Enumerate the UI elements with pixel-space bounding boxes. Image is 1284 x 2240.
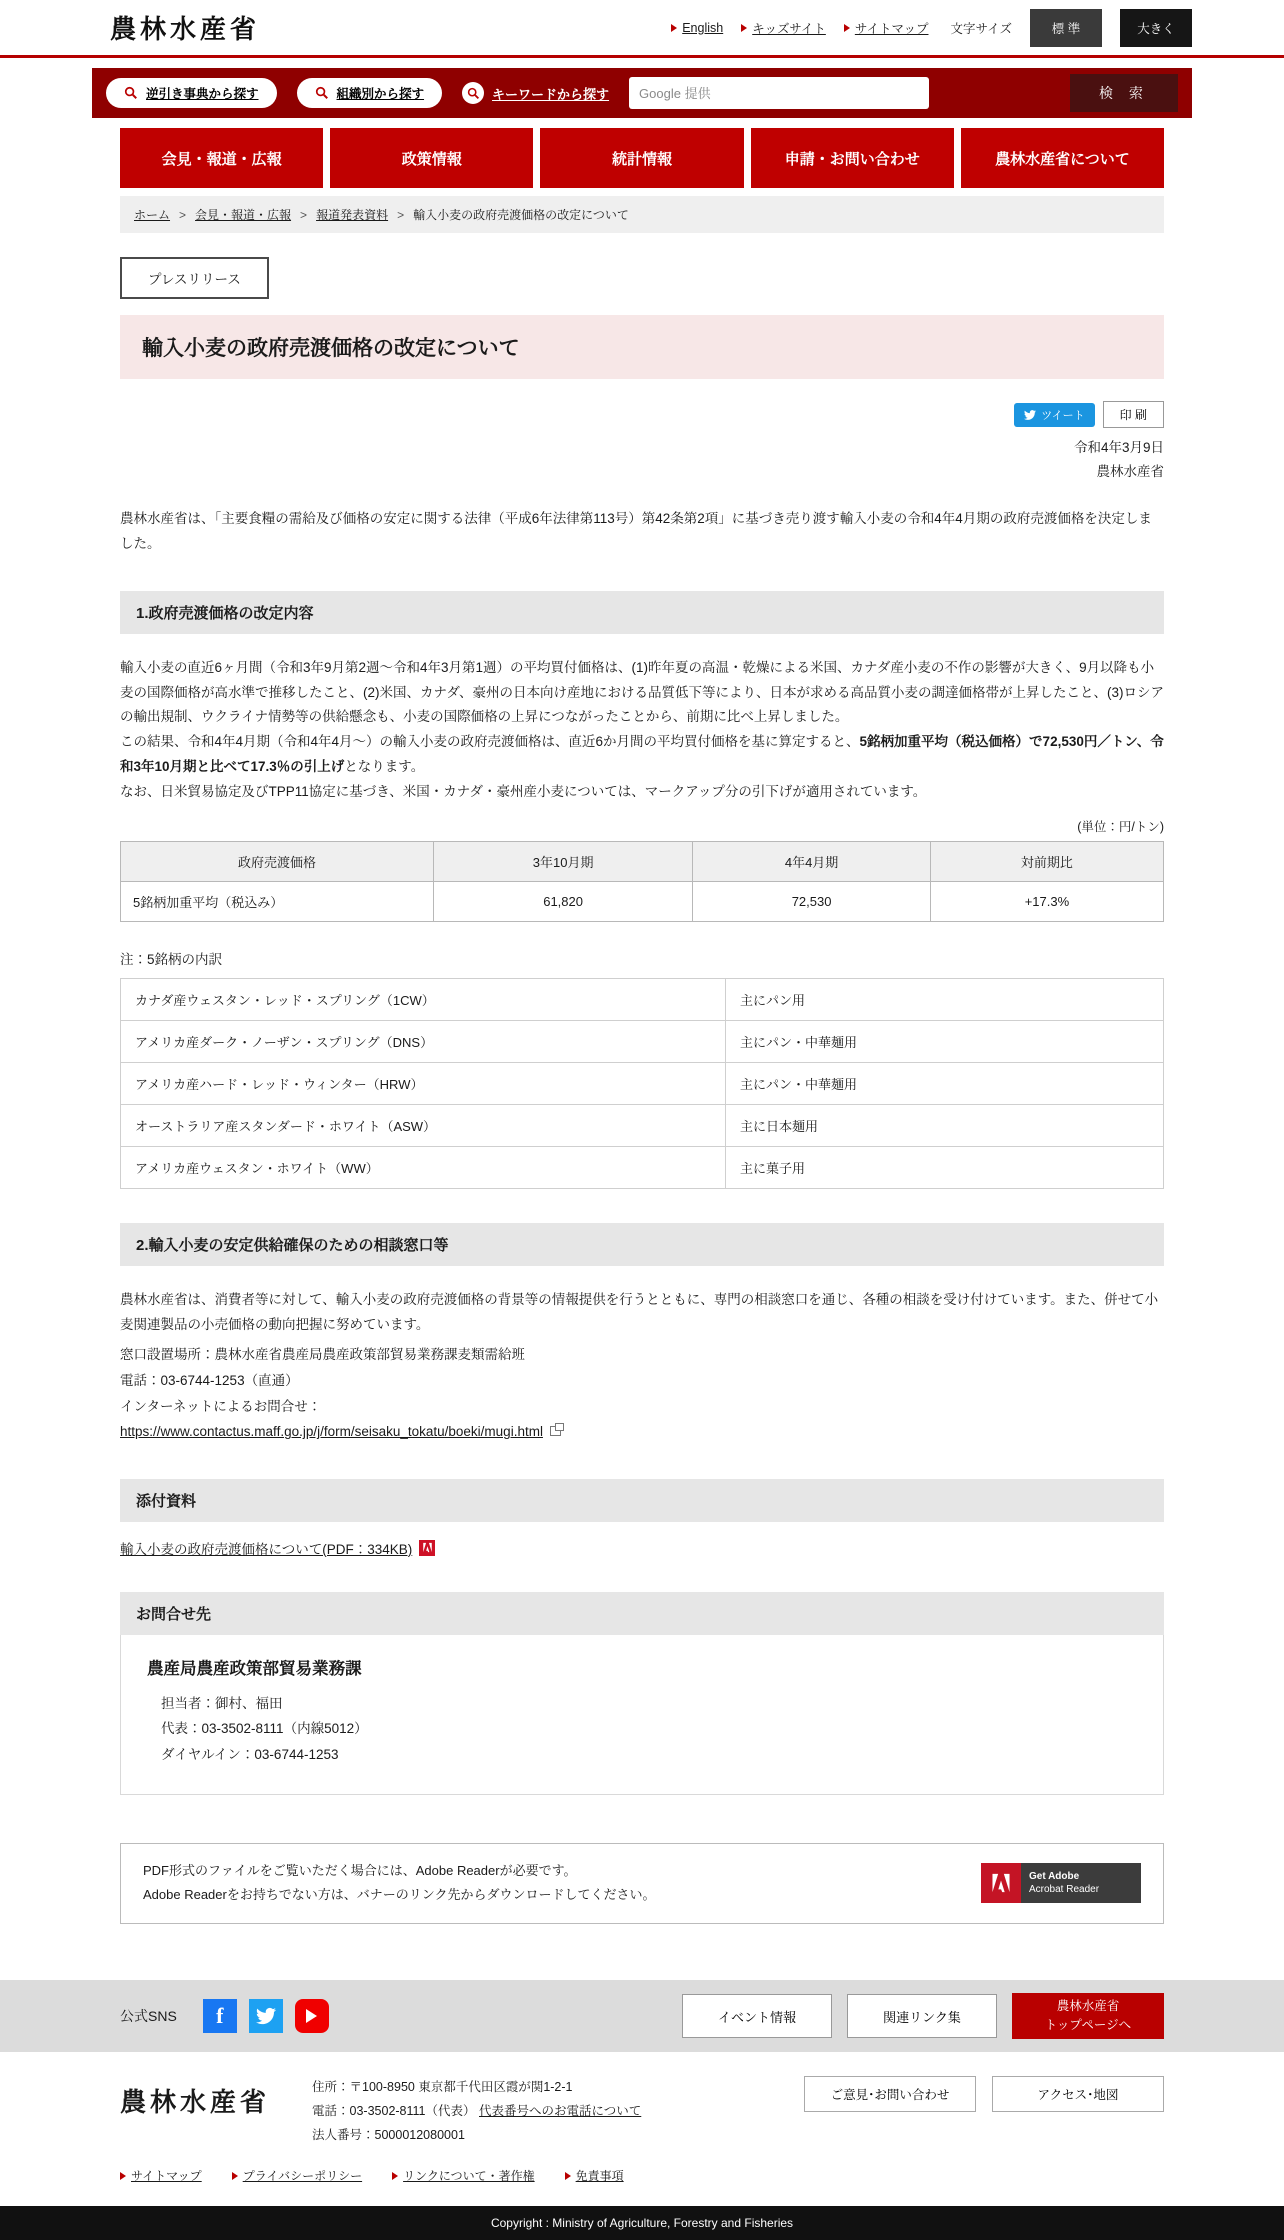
section1-paragraph bbox=[120, 656, 1164, 806]
print-button[interactable]: 印 刷 bbox=[1103, 401, 1164, 428]
access-map-button[interactable]: アクセス･地図 bbox=[992, 2076, 1164, 2112]
share-row bbox=[120, 401, 1164, 428]
site-header bbox=[0, 0, 1284, 58]
footer-address: 住所：〒100-8950 東京都千代田区霞が関1-2-1 bbox=[312, 2080, 573, 2095]
footer-tel-line bbox=[312, 2100, 641, 2124]
breadcrumb bbox=[120, 196, 1164, 233]
brand-use: 主に日本麺用 bbox=[725, 1105, 1163, 1147]
keyword-search-input[interactable] bbox=[629, 77, 929, 109]
press-release-label: プレスリリース bbox=[120, 257, 269, 299]
section2-contact-lines bbox=[120, 1342, 1164, 1445]
brand-name: アメリカ産ウェスタン・ホワイト（WW） bbox=[121, 1147, 726, 1189]
date-block bbox=[120, 436, 1164, 485]
pdf-notice-box bbox=[120, 1843, 1164, 1924]
adobe-badge-line2: Acrobat Reader bbox=[1029, 1884, 1100, 1896]
header-link-sitemap[interactable] bbox=[844, 19, 929, 37]
inquiry-url-link[interactable]: https://www.contactus.maff.go.jp/j/form/seisaku_tokatu/boeki/mugi.html bbox=[120, 1424, 543, 1440]
unit-note: (単位：円/トン) bbox=[1077, 820, 1164, 835]
nav-applications-inquiries[interactable]: 申請・お問い合わせ bbox=[751, 128, 954, 188]
phone-line: 電話：03-6744-1253（直通） bbox=[120, 1372, 299, 1388]
brand-name: オーストラリア産スタンダード・ホワイト（ASW） bbox=[121, 1105, 726, 1147]
font-size-standard-button[interactable]: 標 準 bbox=[1030, 9, 1102, 47]
adobe-badge-line1: Get Adobe bbox=[1029, 1870, 1080, 1882]
section1-para3: なお、日米貿易協定及びTPP11協定に基づき、米国・カナダ・豪州産小麦については、マークアップ分の引下げが適用されています。 bbox=[120, 784, 927, 800]
search-icon bbox=[124, 86, 138, 100]
brand-use: 主にパン・中華麺用 bbox=[725, 1063, 1163, 1105]
font-size-large-button[interactable]: 大きく bbox=[1120, 9, 1192, 47]
arrow-icon bbox=[844, 24, 850, 32]
site-logo[interactable]: 農林水産省 bbox=[110, 14, 261, 44]
table-row bbox=[121, 979, 1164, 1021]
section2-heading: 2.輸入小麦の安定供給確保のための相談窓口等 bbox=[120, 1223, 1164, 1266]
nav-press-publicity[interactable]: 会見・報道・広報 bbox=[120, 128, 323, 188]
brand-name: アメリカ産ハード・レッド・ウィンター（HRW） bbox=[121, 1063, 726, 1105]
footer-corporate-number: 法人番号：5000012080001 bbox=[312, 2127, 465, 2142]
section1-para2-tail: となります。 bbox=[344, 759, 425, 775]
breadcrumb-home[interactable]: ホーム bbox=[134, 208, 171, 222]
table-row bbox=[121, 1063, 1164, 1105]
price-table-header: 4年4月期 bbox=[693, 842, 931, 882]
breadcrumb-separator: > bbox=[300, 207, 308, 222]
brands-note: 注：5銘柄の内訳 bbox=[120, 952, 223, 968]
official-sns-label: 公式SNS bbox=[120, 2008, 177, 2025]
twitter-icon[interactable] bbox=[249, 1999, 283, 2033]
attachments-heading: 添付資料 bbox=[120, 1479, 1164, 1522]
main-nav bbox=[120, 128, 1164, 188]
pdf-notice-line2: Adobe Readerをお持ちでない方は、バナーのリンク先からダウンロードしてください。 bbox=[143, 1887, 656, 1903]
facebook-icon[interactable]: f bbox=[203, 1999, 237, 2033]
footer-info bbox=[312, 2076, 641, 2147]
footer-disclaimer-link[interactable]: 免責事項 bbox=[575, 2169, 624, 2184]
breadcrumb-separator: > bbox=[397, 207, 405, 222]
release-date: 令和4年3月9日 bbox=[1073, 440, 1164, 455]
external-link-icon bbox=[550, 1426, 561, 1436]
footer-link-copyright-policy[interactable] bbox=[392, 2167, 535, 2184]
contact-panel bbox=[120, 1635, 1164, 1795]
pdf-notice-text bbox=[143, 1859, 981, 1908]
footer-link-disclaimer[interactable] bbox=[565, 2167, 624, 2184]
release-agency: 農林水産省 bbox=[1096, 464, 1164, 480]
search-icon bbox=[315, 86, 329, 100]
header-link-kids[interactable] bbox=[741, 19, 826, 37]
page-title: 輸入小麦の政府売渡価格の改定について bbox=[120, 315, 1164, 379]
breadcrumb-current: 輸入小麦の政府売渡価格の改定について bbox=[413, 208, 629, 222]
youtube-icon[interactable] bbox=[295, 1999, 329, 2033]
adobe-reader-banner[interactable] bbox=[981, 1863, 1141, 1903]
tweet-label: ツイート bbox=[1041, 409, 1085, 422]
price-apr: 72,530 bbox=[693, 882, 931, 922]
maff-top-line1: 農林水産省 bbox=[1056, 1999, 1120, 2014]
inquiry-url-line bbox=[120, 1419, 1164, 1445]
table-header-row bbox=[121, 842, 1164, 882]
nav-about-maff[interactable]: 農林水産省について bbox=[961, 128, 1164, 188]
search-submit-button[interactable]: 検 索 bbox=[1070, 74, 1178, 112]
price-row-label: 5銘柄加重平均（税込み） bbox=[121, 882, 434, 922]
footer-link-privacy[interactable] bbox=[232, 2167, 362, 2184]
table-row bbox=[121, 1021, 1164, 1063]
twitter-bird-icon bbox=[1024, 409, 1036, 421]
section1-para1: 輸入小麦の直近6ヶ月間（令和3年9月第2週～令和4年3月第1週）の平均買付価格は、(1)昨年夏の高温・乾燥による米国、カナダ産小麦の不作の影響が大きく、9月以降も小麦の国際価格が高水準で推移したこと、(2)米国、カナダ、豪州の日本向け産地における品質低下等により、日本が求める高品質小麦の調達価格帯が上昇したこと、(3)ロシアの輸出規制、ウクライナ情勢等の供給懸念も、小麦の国際価格の上昇につながったことから、前期に比べ上昇しました。 bbox=[120, 659, 1165, 725]
header-utility-nav bbox=[671, 9, 1192, 47]
intro-paragraph: 農林水産省は、「主要食糧の需給及び価格の安定に関する法律（平成6年法律第113号）第42条第2項」に基づき売り渡す輸入小麦の令和4年4月期の政府売渡価格を決定しました。 bbox=[120, 510, 1152, 551]
adobe-badge-text bbox=[1021, 1863, 1141, 1903]
contact-heading: お問合せ先 bbox=[120, 1592, 1164, 1635]
nav-statistics[interactable]: 統計情報 bbox=[540, 128, 743, 188]
pdf-attachment-link[interactable]: 輸入小麦の政府売渡価格について(PDF：334KB) bbox=[120, 1541, 413, 1557]
footer-logo[interactable]: 農林水産省 bbox=[120, 2087, 271, 2118]
breadcrumb-press-releases[interactable]: 報道発表資料 bbox=[316, 208, 389, 222]
arrow-icon bbox=[741, 24, 747, 32]
attachment-row bbox=[120, 1538, 1164, 1558]
site-footer bbox=[0, 2076, 1284, 2240]
search-icon bbox=[462, 82, 484, 104]
footer-tel-link[interactable]: 代表番号へのお電話について bbox=[479, 2103, 642, 2118]
brand-name: カナダ産ウェスタン・レッド・スプリング（1CW） bbox=[121, 979, 726, 1021]
footer-link-sitemap[interactable] bbox=[120, 2167, 202, 2184]
arrow-icon bbox=[232, 2172, 238, 2180]
contact-direct: ダイヤルイン：03-6744-1253 bbox=[161, 1747, 339, 1763]
contact-tel: 代表：03-3502-8111（内線5012） bbox=[161, 1721, 368, 1737]
footer-copyright-policy-link[interactable]: リンクについて・著作権 bbox=[403, 2169, 535, 2184]
by-organization-button[interactable] bbox=[297, 78, 443, 108]
event-info-button[interactable]: イベント情報 bbox=[682, 1994, 832, 2038]
adobe-reader-icon bbox=[981, 1863, 1021, 1903]
price-change: +17.3% bbox=[930, 882, 1163, 922]
font-size-label: 文字サイズ bbox=[950, 21, 1012, 36]
brand-use: 主に菓子用 bbox=[725, 1147, 1163, 1189]
main-content bbox=[120, 233, 1164, 1924]
brands-table bbox=[120, 978, 1164, 1189]
footer-tel: 電話：03-3502-8111（代表） bbox=[312, 2103, 476, 2118]
sitemap-link[interactable]: サイトマップ bbox=[854, 21, 929, 36]
table-row bbox=[121, 1105, 1164, 1147]
arrow-icon bbox=[392, 2172, 398, 2180]
arrow-icon bbox=[565, 2172, 571, 2180]
pdf-notice-line1: PDF形式のファイルをご覧いただく場合には、Adobe Readerが必要です。 bbox=[143, 1862, 577, 1878]
copyright-bar: Copyright : Ministry of Agriculture, Forestry and Fisheries bbox=[0, 2206, 1284, 2240]
maff-top-page-button[interactable] bbox=[1012, 1993, 1164, 2039]
brand-use: 主にパン・中華麺用 bbox=[725, 1021, 1163, 1063]
contact-details bbox=[147, 1691, 1137, 1768]
table-row bbox=[121, 882, 1164, 922]
keyword-search-group bbox=[462, 82, 609, 104]
footer-links bbox=[120, 2167, 1164, 2184]
search-band bbox=[92, 68, 1192, 118]
pdf-icon bbox=[419, 1540, 435, 1556]
english-link[interactable]: English bbox=[682, 20, 724, 35]
keyword-search-label: キーワードから探す bbox=[492, 86, 610, 102]
price-table-header: 3年10月期 bbox=[433, 842, 692, 882]
brand-use: 主にパン用 bbox=[725, 979, 1163, 1021]
price-oct: 61,820 bbox=[433, 882, 692, 922]
header-link-english[interactable] bbox=[671, 21, 723, 35]
arrow-icon bbox=[120, 2172, 126, 2180]
price-table-header: 政府売渡価格 bbox=[121, 842, 434, 882]
breadcrumb-press[interactable]: 会見・報道・広報 bbox=[195, 208, 292, 222]
section2-paragraph: 農林水産省は、消費者等に対して、輸入小麦の政府売渡価格の背景等の情報提供を行うとともに、専門の相談窓口を通じ、各種の相談を受け付けています。また、併せて小麦関連製品の小売価格の動向把握に努めています。 bbox=[120, 1292, 1159, 1333]
footer-sitemap-link[interactable]: サイトマップ bbox=[131, 2169, 202, 2184]
section1-para2-lead: この結果、令和4年4月期（令和4年4月～）の輸入小麦の政府売渡価格は、直近6か月間の平均買付価格を基に算定すると、 bbox=[120, 734, 860, 750]
contact-department: 農産局農産政策部貿易業務課 bbox=[147, 1659, 362, 1678]
contact-person: 担当者：御村、福田 bbox=[161, 1695, 283, 1711]
kids-site-link[interactable]: キッズサイト bbox=[752, 21, 826, 36]
by-organization-label: 組織別から探す bbox=[336, 87, 425, 101]
price-table-header: 対前期比 bbox=[930, 842, 1163, 882]
footer-privacy-link[interactable]: プライバシーポリシー bbox=[242, 2169, 363, 2184]
breadcrumb-separator: > bbox=[179, 207, 187, 222]
brand-name: アメリカ産ダーク・ノーザン・スプリング（DNS） bbox=[121, 1021, 726, 1063]
reverse-dictionary-button[interactable] bbox=[106, 78, 277, 108]
internet-inquiry-line: インターネットによるお問合せ： bbox=[120, 1398, 322, 1414]
nav-policy-info[interactable]: 政策情報 bbox=[330, 128, 533, 188]
table-row bbox=[121, 1147, 1164, 1189]
tweet-button[interactable] bbox=[1014, 403, 1094, 427]
sns-band bbox=[0, 1980, 1284, 2052]
arrow-icon bbox=[671, 24, 677, 32]
feedback-button[interactable]: ご意見･お問い合わせ bbox=[804, 2076, 976, 2112]
section1-heading: 1.政府売渡価格の改定内容 bbox=[120, 591, 1164, 634]
maff-top-line2: トップページへ bbox=[1044, 2018, 1132, 2033]
window-location-line: 窓口設置場所：農林水産省農産局農産政策部貿易業務課麦類需給班 bbox=[120, 1347, 525, 1363]
related-links-button[interactable]: 関連リンク集 bbox=[847, 1994, 997, 2038]
section1-para2-bold: 5銘柄加重平均（税込価格）で72,530円／トン、令和3年10月期と比べて17.3％の引上げ bbox=[120, 734, 1164, 775]
price-table bbox=[120, 841, 1164, 922]
reverse-dictionary-label: 逆引き事典から探す bbox=[146, 87, 259, 101]
